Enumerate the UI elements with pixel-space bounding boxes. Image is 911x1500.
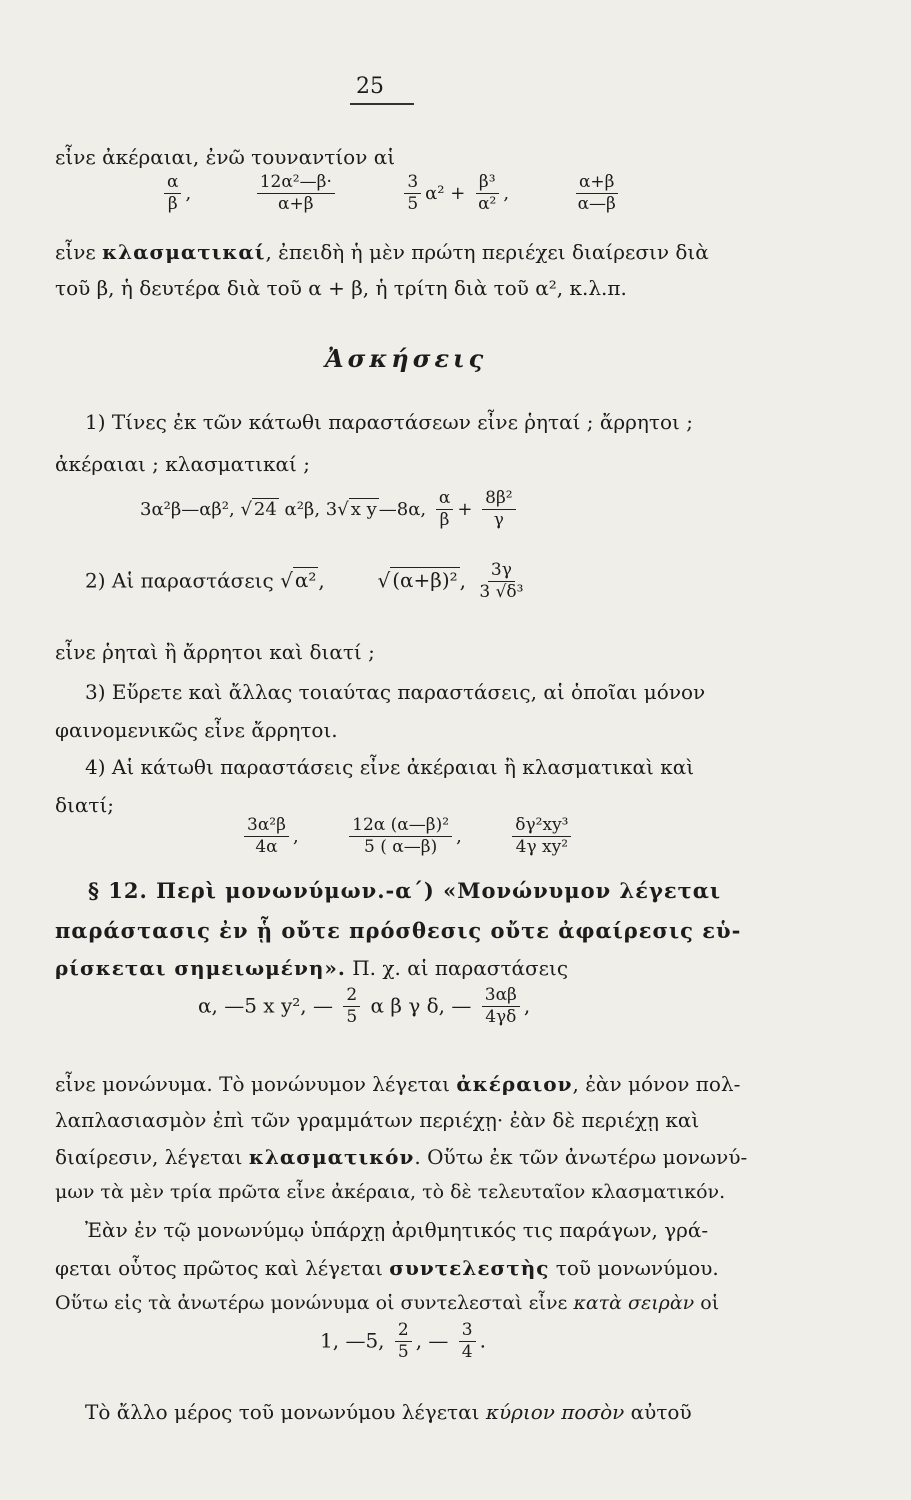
paragraph-line-3: διαίρεσιν, λέγεται κλασματικόν. Οὕτω ἐκ τῶν ἀνωτέρω μονωνύ- [55, 1145, 748, 1169]
fraction: $\frac{\text{8β²}}{\gamma}$ [482, 488, 515, 532]
section-12-line-c: ρίσκεται σημειωμένη». Π. χ. αἱ παραστάσεις [55, 956, 569, 980]
paragraph-line-6: φεται οὗτος πρῶτος καὶ λέγεται συντελεστὴς τοῦ μονωνύμου. [55, 1256, 719, 1280]
monomials-example-4: α, —5 x y², — $\frac{2}{5}$ α β γ δ, — $\frac{3\alpha\beta}{4\gamma\delta}$ , [198, 985, 531, 1028]
fraction: $\frac{\text{β³}}{\text{α²}}$ [475, 172, 499, 216]
exercise-4-line-a: 4) Αἱ κάτωθι παραστάσεις εἶνε ἀκέραιαι ἢ κλασματικαὶ καὶ [85, 755, 695, 779]
paragraph-line-1: εἶνε μονώνυμα. Τὸ μονώνυμον λέγεται ἀκέραιον, ἐὰν μόνον πολ- [55, 1072, 741, 1096]
fraction: $\frac{\text{12α²—β·}}{\alpha+\beta}$ [257, 172, 335, 216]
section-12-title: § 12. Περὶ μονωνύμων.-α΄) «Μονώνυμον λέγεται [88, 878, 722, 903]
fraction: $\frac{\text{3α²β}}{4\alpha}$ [244, 815, 289, 859]
fraction: $\frac{\alpha}{\beta}$ [436, 488, 453, 532]
paragraph-line-4: μων τὰ μὲν τρία πρῶτα εἶνε ἀκέραια, τὸ δὲ τελευταῖον κλασματικόν. [55, 1181, 726, 1203]
fraction: $\frac{2}{5}$ [343, 985, 360, 1029]
coefficients-example-5: 1, —5, $\frac{2}{5}$ , — $\frac{3}{4}$ . [320, 1320, 486, 1363]
fraction: $\frac{3\gamma}{\text{3 √δ³}}$ [479, 560, 524, 603]
fraction: $\frac{\alpha}{\beta}$ [164, 172, 181, 216]
fractions-example-3: $\frac{\text{3α²β}}{4\alpha}$ , $\frac{\text{12α (α—β)²}}{5 ( \alpha—\beta)}$ , $\frac{\text{δγ²xy³}}{\text{4γ xy²}}$ [240, 815, 575, 859]
page-number-rule [350, 103, 414, 105]
paragraph-line-8: Τὸ ἄλλο μέρος τοῦ μονωνύμου λέγεται κύριον ποσὸν αὐτοῦ [85, 1400, 692, 1424]
exercise-3-line-a: 3) Εὕρετε καὶ ἄλλας τοιαύτας παραστάσεις, αἱ ὁποῖαι μόνον [85, 680, 706, 704]
fractions-example-1: $\frac{\alpha}{\beta}$ , $\frac{\text{12α²—β·}}{\alpha+\beta}$ $\frac{3}{5}$ α² + $\frac{\text{β³}}{\text{α²}}$ , $\frac{\alpha+\beta}{\alpha—\beta}$ [160, 172, 623, 216]
fraction: $\frac{\alpha+\beta}{\alpha—\beta}$ [577, 172, 616, 215]
fraction: $\frac{3\alpha\beta}{4\gamma\delta}$ [482, 985, 520, 1029]
section-12-line-b: παράστασις ἐν ᾗ οὔτε πρόσθεσις οὔτε ἀφαίρεσις εὑ- [55, 918, 742, 943]
paragraph-line-2: λαπλασιασμὸν ἐπὶ τῶν γραμμάτων περιέχῃ· ἐὰν δὲ περιέχῃ καὶ [55, 1108, 700, 1132]
fraction: $\frac{3}{5}$ [404, 172, 421, 216]
text-line-2: εἶνε κλασματικαί, ἐπειδὴ ἡ μὲν πρώτη περιέχει διαίρεσιν διὰ [55, 240, 709, 264]
exercise-3-line-b: φαινομενικῶς εἶνε ἄρρητοι. [55, 718, 338, 742]
exercise-2-line: 2) Αἱ παραστάσεις √ α² , √ (α+β)² , $\frac{3\gamma}{\text{3 √δ³}}$ [85, 560, 530, 604]
fraction: $\frac{3}{4}$ [459, 1320, 476, 1364]
fraction: $\frac{\text{12α (α—β)²}}{5 ( \alpha—\beta)}$ [349, 815, 452, 859]
page-number: 25 [356, 74, 384, 99]
expressions-example-2: 3α²β—αβ², √ 24 α²β, 3√ x y —8α, $\frac{\alpha}{\beta}$ + $\frac{\text{8β²}}{\gamma}$ [140, 488, 520, 532]
text-line-3: τοῦ β, ἡ δευτέρα διὰ τοῦ α + β, ἡ τρίτη διὰ τοῦ α², κ.λ.π. [55, 276, 627, 300]
section-heading: Ἀσκήσεις [325, 344, 488, 373]
paragraph-line-7: Οὕτω εἰς τὰ ἀνωτέρω μονώνυμα οἱ συντελεσταὶ εἶνε κατὰ σειρὰν οἱ [55, 1292, 720, 1314]
fraction: $\frac{2}{5}$ [395, 1320, 412, 1364]
exercise-1-line-b: ἀκέραιαι ; κλασματικαί ; [55, 452, 310, 476]
term-bold: κλασματικαί [102, 240, 266, 264]
paragraph-line-5: Ἐὰν ἐν τῷ μονωνύμῳ ὑπάρχῃ ἀριθμητικός τις παράγων, γρά- [85, 1218, 709, 1242]
fraction: $\frac{\text{δγ²xy³}}{\text{4γ xy²}}$ [512, 815, 571, 859]
exercise-2-tail: εἶνε ῥηταὶ ἢ ἄρρητοι καὶ διατί ; [55, 640, 375, 664]
exercise-1-line-a: 1) Τίνες ἐκ τῶν κάτωθι παραστάσεων εἶνε ῥηταί ; ἄρρητοι ; [85, 410, 693, 434]
exercise-4-line-b: διατί; [55, 793, 115, 817]
text-line-1: εἶνε ἀκέραιαι, ἐνῶ τουναντίον αἱ [55, 145, 396, 169]
